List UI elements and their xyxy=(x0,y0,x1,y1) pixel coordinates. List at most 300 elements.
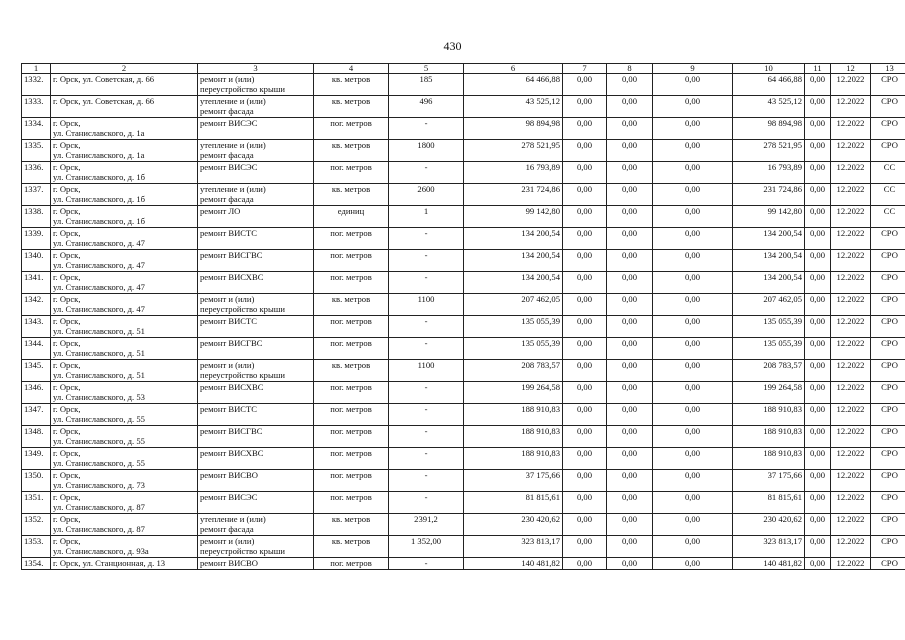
address-cell-line: г. Орск, xyxy=(53,404,81,414)
address-cell xyxy=(51,316,198,338)
quantity-cell: - xyxy=(389,250,464,272)
completion-date-cell: 12.2022 xyxy=(831,492,871,514)
table-row xyxy=(22,118,905,140)
work-type-cell xyxy=(198,470,314,492)
row-number: 1341. xyxy=(22,272,51,294)
owner-funds-cell: 208 783,57 xyxy=(733,360,805,382)
account-type-cell: СРО xyxy=(871,228,905,250)
completion-date-cell: 12.2022 xyxy=(831,184,871,206)
work-type-cell xyxy=(198,184,314,206)
completion-date-cell: 12.2022 xyxy=(831,206,871,228)
account-type-cell: СРО xyxy=(871,536,905,558)
table-row xyxy=(22,228,905,250)
address-cell xyxy=(51,74,198,96)
fund-cell: 0,00 xyxy=(563,228,607,250)
total-cost-cell: 134 200,54 xyxy=(464,272,563,294)
unit-cell: кв. метров xyxy=(314,536,389,558)
address-cell-line: г. Орск, xyxy=(53,206,81,216)
address-cell-line: г. Орск, xyxy=(53,250,81,260)
completion-date-cell: 12.2022 xyxy=(831,272,871,294)
other-cell: 0,00 xyxy=(805,162,831,184)
fund-cell: 0,00 xyxy=(563,448,607,470)
column-header-8: 8 xyxy=(607,64,653,74)
account-type-cell: СРО xyxy=(871,250,905,272)
unit-cell: пог. метров xyxy=(314,272,389,294)
completion-date-cell: 12.2022 xyxy=(831,162,871,184)
completion-date-cell: 12.2022 xyxy=(831,74,871,96)
quantity-cell: - xyxy=(389,272,464,294)
unit-cell: пог. метров xyxy=(314,338,389,360)
account-type-cell: СРО xyxy=(871,96,905,118)
total-cost-cell: 134 200,54 xyxy=(464,250,563,272)
fund-cell: 0,00 xyxy=(563,140,607,162)
account-type-cell: СРО xyxy=(871,140,905,162)
address-cell-line: г. Орск, xyxy=(53,492,81,502)
quantity-cell: - xyxy=(389,118,464,140)
row-number: 1333. xyxy=(22,96,51,118)
owner-funds-cell: 134 200,54 xyxy=(733,250,805,272)
address-cell xyxy=(51,228,198,250)
row-number: 1338. xyxy=(22,206,51,228)
address-cell-line: г. Орск, xyxy=(53,536,81,546)
completion-date-cell: 12.2022 xyxy=(831,426,871,448)
local-budget-cell: 0,00 xyxy=(653,294,733,316)
row-number: 1347. xyxy=(22,404,51,426)
total-cost-cell: 98 894,98 xyxy=(464,118,563,140)
work-type-cell xyxy=(198,294,314,316)
unit-cell: единиц xyxy=(314,206,389,228)
quantity-cell: 2600 xyxy=(389,184,464,206)
table-row xyxy=(22,448,905,470)
total-cost-cell: 188 910,83 xyxy=(464,448,563,470)
completion-date-cell: 12.2022 xyxy=(831,514,871,536)
quantity-cell: 2391,2 xyxy=(389,514,464,536)
row-number: 1336. xyxy=(22,162,51,184)
owner-funds-cell: 43 525,12 xyxy=(733,96,805,118)
local-budget-cell: 0,00 xyxy=(653,404,733,426)
address-cell xyxy=(51,338,198,360)
other-cell: 0,00 xyxy=(805,294,831,316)
completion-date-cell: 12.2022 xyxy=(831,316,871,338)
address-cell-line: ул. Станиславского, д. 51 xyxy=(53,370,145,380)
local-budget-cell: 0,00 xyxy=(653,536,733,558)
row-number: 1350. xyxy=(22,470,51,492)
regional-budget-cell: 0,00 xyxy=(607,206,653,228)
completion-date-cell: 12.2022 xyxy=(831,338,871,360)
row-number: 1345. xyxy=(22,360,51,382)
local-budget-cell: 0,00 xyxy=(653,360,733,382)
total-cost-cell: 43 525,12 xyxy=(464,96,563,118)
local-budget-cell: 0,00 xyxy=(653,162,733,184)
address-cell xyxy=(51,162,198,184)
account-type-cell: СРО xyxy=(871,74,905,96)
address-cell xyxy=(51,382,198,404)
address-cell-line: ул. Станиславского, д. 53 xyxy=(53,392,145,402)
owner-funds-cell: 134 200,54 xyxy=(733,228,805,250)
completion-date-cell: 12.2022 xyxy=(831,118,871,140)
row-number: 1342. xyxy=(22,294,51,316)
quantity-cell: 185 xyxy=(389,74,464,96)
account-type-cell: СРО xyxy=(871,448,905,470)
address-cell-line: г. Орск, xyxy=(53,316,81,326)
unit-cell: пог. метров xyxy=(314,470,389,492)
table-row xyxy=(22,338,905,360)
other-cell: 0,00 xyxy=(805,228,831,250)
total-cost-cell: 64 466,88 xyxy=(464,74,563,96)
address-cell xyxy=(51,96,198,118)
quantity-cell: 1800 xyxy=(389,140,464,162)
column-header-4: 4 xyxy=(314,64,389,74)
column-number-row xyxy=(22,64,905,74)
regional-budget-cell: 0,00 xyxy=(607,74,653,96)
account-type-cell: СС xyxy=(871,184,905,206)
other-cell: 0,00 xyxy=(805,558,831,570)
table-row xyxy=(22,250,905,272)
work-type-cell xyxy=(198,140,314,162)
owner-funds-cell: 140 481,82 xyxy=(733,558,805,570)
other-cell: 0,00 xyxy=(805,118,831,140)
work-type-cell-line: ремонт ВИСГВС xyxy=(200,426,263,436)
total-cost-cell: 188 910,83 xyxy=(464,426,563,448)
account-type-cell: СРО xyxy=(871,360,905,382)
fund-cell: 0,00 xyxy=(563,184,607,206)
fund-cell: 0,00 xyxy=(563,360,607,382)
other-cell: 0,00 xyxy=(805,272,831,294)
fund-cell: 0,00 xyxy=(563,338,607,360)
regional-budget-cell: 0,00 xyxy=(607,382,653,404)
fund-cell: 0,00 xyxy=(563,536,607,558)
work-type-cell-line: ремонт фасада xyxy=(200,194,254,204)
table-row xyxy=(22,470,905,492)
work-type-cell xyxy=(198,514,314,536)
account-type-cell: СРО xyxy=(871,492,905,514)
total-cost-cell: 231 724,86 xyxy=(464,184,563,206)
regional-budget-cell: 0,00 xyxy=(607,272,653,294)
fund-cell: 0,00 xyxy=(563,514,607,536)
address-cell-line: г. Орск, xyxy=(53,118,81,128)
column-header-5: 5 xyxy=(389,64,464,74)
address-cell-line: ул. Станиславского, д. 51 xyxy=(53,348,145,358)
regional-budget-cell: 0,00 xyxy=(607,140,653,162)
work-type-cell-line: ремонт и (или) xyxy=(200,360,255,370)
quantity-cell: 1100 xyxy=(389,360,464,382)
unit-cell: пог. метров xyxy=(314,316,389,338)
unit-cell: пог. метров xyxy=(314,228,389,250)
address-cell xyxy=(51,272,198,294)
other-cell: 0,00 xyxy=(805,250,831,272)
address-cell xyxy=(51,492,198,514)
table-row xyxy=(22,74,905,96)
table-row xyxy=(22,404,905,426)
row-number: 1335. xyxy=(22,140,51,162)
unit-cell: кв. метров xyxy=(314,74,389,96)
address-cell-line: г. Орск, xyxy=(53,228,81,238)
row-number: 1344. xyxy=(22,338,51,360)
row-number: 1349. xyxy=(22,448,51,470)
work-type-cell-line: ремонт фасада xyxy=(200,524,254,534)
account-type-cell: СРО xyxy=(871,382,905,404)
total-cost-cell: 208 783,57 xyxy=(464,360,563,382)
unit-cell: кв. метров xyxy=(314,96,389,118)
address-cell-line: ул. Станиславского, д. 47 xyxy=(53,238,145,248)
address-cell-line: г. Орск, xyxy=(53,162,81,172)
address-cell-line: г. Орск, xyxy=(53,426,81,436)
local-budget-cell: 0,00 xyxy=(653,426,733,448)
regional-budget-cell: 0,00 xyxy=(607,294,653,316)
total-cost-cell: 188 910,83 xyxy=(464,404,563,426)
owner-funds-cell: 188 910,83 xyxy=(733,448,805,470)
quantity-cell: - xyxy=(389,316,464,338)
work-type-cell xyxy=(198,360,314,382)
fund-cell: 0,00 xyxy=(563,250,607,272)
work-type-cell-line: ремонт ВИСТС xyxy=(200,404,258,414)
column-header-7: 7 xyxy=(563,64,607,74)
work-type-cell xyxy=(198,492,314,514)
unit-cell: пог. метров xyxy=(314,492,389,514)
address-cell-line: ул. Станиславского, д. 73 xyxy=(53,480,145,490)
address-cell xyxy=(51,294,198,316)
address-cell-line: ул. Станиславского, д. 47 xyxy=(53,282,145,292)
other-cell: 0,00 xyxy=(805,536,831,558)
fund-cell: 0,00 xyxy=(563,382,607,404)
address-cell xyxy=(51,404,198,426)
work-type-cell xyxy=(198,536,314,558)
total-cost-cell: 81 815,61 xyxy=(464,492,563,514)
total-cost-cell: 140 481,82 xyxy=(464,558,563,570)
other-cell: 0,00 xyxy=(805,426,831,448)
owner-funds-cell: 98 894,98 xyxy=(733,118,805,140)
owner-funds-cell: 135 055,39 xyxy=(733,316,805,338)
address-cell-line: ул. Станиславского, д. 1б xyxy=(53,172,146,182)
work-type-cell-line: переустройство крыши xyxy=(200,304,285,314)
owner-funds-cell: 99 142,80 xyxy=(733,206,805,228)
local-budget-cell: 0,00 xyxy=(653,470,733,492)
column-header-3: 3 xyxy=(198,64,314,74)
completion-date-cell: 12.2022 xyxy=(831,404,871,426)
unit-cell: кв. метров xyxy=(314,184,389,206)
row-number: 1332. xyxy=(22,74,51,96)
work-type-cell-line: утепление и (или) xyxy=(200,140,266,150)
owner-funds-cell: 16 793,89 xyxy=(733,162,805,184)
work-type-cell-line: ремонт и (или) xyxy=(200,294,255,304)
regional-budget-cell: 0,00 xyxy=(607,492,653,514)
address-cell-line: ул. Станиславского, д. 93а xyxy=(53,546,149,556)
work-type-cell-line: ремонт фасада xyxy=(200,106,254,116)
quantity-cell: - xyxy=(389,162,464,184)
completion-date-cell: 12.2022 xyxy=(831,470,871,492)
local-budget-cell: 0,00 xyxy=(653,338,733,360)
address-cell-line: г. Орск, ул. Советская, д. 66 xyxy=(53,74,155,84)
quantity-cell: 1 xyxy=(389,206,464,228)
row-number: 1348. xyxy=(22,426,51,448)
fund-cell: 0,00 xyxy=(563,470,607,492)
other-cell: 0,00 xyxy=(805,338,831,360)
other-cell: 0,00 xyxy=(805,492,831,514)
work-type-cell-line: утепление и (или) xyxy=(200,96,266,106)
local-budget-cell: 0,00 xyxy=(653,184,733,206)
repair-register-table xyxy=(21,63,905,570)
work-type-cell-line: утепление и (или) xyxy=(200,514,266,524)
address-cell-line: г. Орск, xyxy=(53,470,81,480)
address-cell xyxy=(51,250,198,272)
unit-cell: пог. метров xyxy=(314,162,389,184)
account-type-cell: СРО xyxy=(871,514,905,536)
table-row xyxy=(22,492,905,514)
fund-cell: 0,00 xyxy=(563,162,607,184)
address-cell-line: ул. Станиславского, д. 87 xyxy=(53,502,145,512)
other-cell: 0,00 xyxy=(805,74,831,96)
work-type-cell xyxy=(198,74,314,96)
owner-funds-cell: 134 200,54 xyxy=(733,272,805,294)
total-cost-cell: 278 521,95 xyxy=(464,140,563,162)
quantity-cell: - xyxy=(389,382,464,404)
account-type-cell: СРО xyxy=(871,404,905,426)
work-type-cell-line: ремонт ВИСЭС xyxy=(200,162,258,172)
regional-budget-cell: 0,00 xyxy=(607,448,653,470)
address-cell-line: г. Орск, xyxy=(53,272,81,282)
row-number: 1346. xyxy=(22,382,51,404)
work-type-cell xyxy=(198,206,314,228)
quantity-cell: - xyxy=(389,338,464,360)
total-cost-cell: 135 055,39 xyxy=(464,338,563,360)
work-type-cell-line: переустройство крыши xyxy=(200,370,285,380)
other-cell: 0,00 xyxy=(805,206,831,228)
completion-date-cell: 12.2022 xyxy=(831,250,871,272)
account-type-cell: СРО xyxy=(871,426,905,448)
other-cell: 0,00 xyxy=(805,184,831,206)
address-cell xyxy=(51,470,198,492)
unit-cell: пог. метров xyxy=(314,382,389,404)
completion-date-cell: 12.2022 xyxy=(831,294,871,316)
local-budget-cell: 0,00 xyxy=(653,74,733,96)
table-row xyxy=(22,360,905,382)
work-type-cell xyxy=(198,96,314,118)
owner-funds-cell: 207 462,05 xyxy=(733,294,805,316)
regional-budget-cell: 0,00 xyxy=(607,250,653,272)
fund-cell: 0,00 xyxy=(563,96,607,118)
row-number: 1354. xyxy=(22,558,51,570)
fund-cell: 0,00 xyxy=(563,206,607,228)
work-type-cell-line: ремонт и (или) xyxy=(200,74,255,84)
work-type-cell xyxy=(198,558,314,570)
address-cell-line: г. Орск, xyxy=(53,382,81,392)
local-budget-cell: 0,00 xyxy=(653,118,733,140)
owner-funds-cell: 231 724,86 xyxy=(733,184,805,206)
regional-budget-cell: 0,00 xyxy=(607,426,653,448)
local-budget-cell: 0,00 xyxy=(653,448,733,470)
address-cell-line: г. Орск, xyxy=(53,184,81,194)
completion-date-cell: 12.2022 xyxy=(831,536,871,558)
work-type-cell-line: ремонт ВИСХВС xyxy=(200,382,264,392)
total-cost-cell: 199 264,58 xyxy=(464,382,563,404)
local-budget-cell: 0,00 xyxy=(653,272,733,294)
table-row xyxy=(22,558,905,570)
quantity-cell: - xyxy=(389,558,464,570)
completion-date-cell: 12.2022 xyxy=(831,382,871,404)
account-type-cell: СРО xyxy=(871,272,905,294)
local-budget-cell: 0,00 xyxy=(653,382,733,404)
total-cost-cell: 207 462,05 xyxy=(464,294,563,316)
address-cell-line: ул. Станиславского, д. 1а xyxy=(53,150,145,160)
fund-cell: 0,00 xyxy=(563,316,607,338)
address-cell xyxy=(51,360,198,382)
work-type-cell-line: ремонт ЛО xyxy=(200,206,241,216)
other-cell: 0,00 xyxy=(805,382,831,404)
total-cost-cell: 323 813,17 xyxy=(464,536,563,558)
other-cell: 0,00 xyxy=(805,96,831,118)
quantity-cell: 1 352,00 xyxy=(389,536,464,558)
work-type-cell-line: ремонт ВИСГВС xyxy=(200,338,263,348)
table-row xyxy=(22,426,905,448)
account-type-cell: СРО xyxy=(871,558,905,570)
unit-cell: кв. метров xyxy=(314,514,389,536)
address-cell-line: г. Орск, xyxy=(53,448,81,458)
table-row xyxy=(22,162,905,184)
owner-funds-cell: 188 910,83 xyxy=(733,404,805,426)
regional-budget-cell: 0,00 xyxy=(607,162,653,184)
address-cell-line: ул. Станиславского, д. 51 xyxy=(53,326,145,336)
account-type-cell: СРО xyxy=(871,118,905,140)
address-cell-line: ул. Станиславского, д. 87 xyxy=(53,524,145,534)
owner-funds-cell: 81 815,61 xyxy=(733,492,805,514)
local-budget-cell: 0,00 xyxy=(653,514,733,536)
owner-funds-cell: 135 055,39 xyxy=(733,338,805,360)
fund-cell: 0,00 xyxy=(563,492,607,514)
local-budget-cell: 0,00 xyxy=(653,228,733,250)
table-row xyxy=(22,184,905,206)
completion-date-cell: 12.2022 xyxy=(831,96,871,118)
owner-funds-cell: 64 466,88 xyxy=(733,74,805,96)
table-row xyxy=(22,382,905,404)
address-cell-line: г. Орск, ул. Станционная, д. 13 xyxy=(53,558,166,568)
local-budget-cell: 0,00 xyxy=(653,492,733,514)
work-type-cell xyxy=(198,228,314,250)
regional-budget-cell: 0,00 xyxy=(607,316,653,338)
address-cell xyxy=(51,536,198,558)
quantity-cell: - xyxy=(389,228,464,250)
owner-funds-cell: 199 264,58 xyxy=(733,382,805,404)
work-type-cell-line: ремонт ВИСТС xyxy=(200,228,258,238)
quantity-cell: - xyxy=(389,448,464,470)
row-number: 1339. xyxy=(22,228,51,250)
work-type-cell-line: утепление и (или) xyxy=(200,184,266,194)
regional-budget-cell: 0,00 xyxy=(607,404,653,426)
completion-date-cell: 12.2022 xyxy=(831,360,871,382)
unit-cell: пог. метров xyxy=(314,250,389,272)
work-type-cell xyxy=(198,272,314,294)
address-cell-line: ул. Станиславского, д. 55 xyxy=(53,458,145,468)
total-cost-cell: 16 793,89 xyxy=(464,162,563,184)
work-type-cell xyxy=(198,162,314,184)
fund-cell: 0,00 xyxy=(563,426,607,448)
quantity-cell: 496 xyxy=(389,96,464,118)
row-number: 1351. xyxy=(22,492,51,514)
address-cell-line: ул. Станиславского, д. 1б xyxy=(53,194,146,204)
total-cost-cell: 37 175,66 xyxy=(464,470,563,492)
regional-budget-cell: 0,00 xyxy=(607,514,653,536)
regional-budget-cell: 0,00 xyxy=(607,360,653,382)
column-header-9: 9 xyxy=(653,64,733,74)
work-type-cell-line: ремонт ВИСГВС xyxy=(200,250,263,260)
work-type-cell-line: ремонт ВИСХВС xyxy=(200,448,264,458)
regional-budget-cell: 0,00 xyxy=(607,96,653,118)
quantity-cell: - xyxy=(389,404,464,426)
unit-cell: кв. метров xyxy=(314,294,389,316)
total-cost-cell: 134 200,54 xyxy=(464,228,563,250)
total-cost-cell: 135 055,39 xyxy=(464,316,563,338)
local-budget-cell: 0,00 xyxy=(653,96,733,118)
address-cell-line: ул. Станиславского, д. 55 xyxy=(53,414,145,424)
